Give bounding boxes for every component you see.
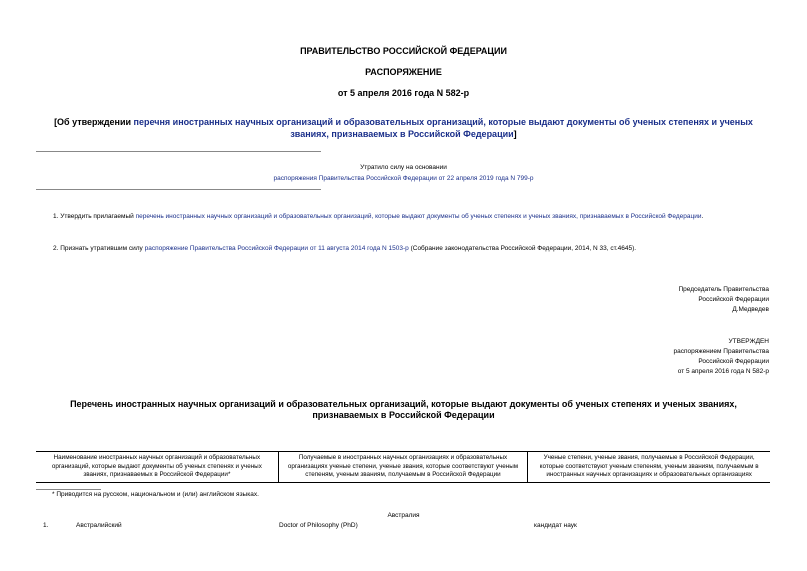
approval-line-4: от 5 апреля 2016 года N 582-р <box>677 368 769 375</box>
signature-line-1: Председатель Правительства <box>678 286 769 293</box>
row-organization: Австралийский <box>76 522 122 529</box>
approval-line-3: Российской Федерации <box>698 358 769 365</box>
signature-line-2: Российской Федерации <box>698 296 769 303</box>
divider-bottom <box>36 189 321 190</box>
approval-line-2: распоряжением Правительства <box>673 348 769 355</box>
government-name: ПРАВИТЕЛЬСТВО РОССИЙСКОЙ ФЕДЕРАЦИИ <box>300 46 507 56</box>
status-note-text: Утратило силу на основании <box>360 164 447 171</box>
paragraph-2-prefix: 2. Признать утратившим силу <box>53 245 145 252</box>
paragraph-1 <box>40 212 770 222</box>
paragraph-1-link[interactable]: перечень иностранных научных организаций и образовательных организаций, которые выдают документы об ученых степенях и ученых званиях, признаваемых в Российской Федерации <box>135 213 702 220</box>
paragraph-2-suffix: (Собрание законодательства Российской Федерации, 2014, N 33, ст.4645). <box>408 245 637 252</box>
table-header-foreign-degree: Получаемые в иностранных научных организациях и образовательных организациях ученые степени, ученые звания, которые соответствуют ученым степеням, ученым званиям, получаемым в Российской Федерации <box>278 452 528 483</box>
table-header-org: Наименование иностранных научных организаций и образовательных организаций, которые выдают документы об ученых степенях и ученых званиях, признаваемых в Российской Федерации* <box>36 452 278 483</box>
paragraph-2 <box>40 244 770 254</box>
subject-bracket-close: ] <box>513 129 517 139</box>
approval-line-1: УТВЕРЖДЕН <box>728 338 769 345</box>
row-ru-degree: кандидат наук <box>534 522 577 529</box>
subject-bracket-open: [Об утверждении <box>54 117 134 127</box>
status-note-link[interactable]: распоряжения Правительства Российской Федерации от 22 апреля 2019 года N 799-р <box>273 175 534 182</box>
list-table-header <box>36 451 770 483</box>
table-header-ru-degree: Ученые степени, ученые звания, получаемые в Российской Федерации, которые соответствуют ученым степеням, ученым званиям, получаемым в иностранных научных организациях и образовательных организациях <box>528 452 770 483</box>
document-date-number: от 5 апреля 2016 года N 582-р <box>337 88 470 98</box>
paragraph-1-suffix: . <box>701 213 704 220</box>
paragraph-2-link[interactable]: распоряжение Правительства Российской Федерации от 11 августа 2014 года N 1503-р <box>144 245 409 252</box>
signature-block <box>470 285 769 315</box>
document-type: РАСПОРЯЖЕНИЕ <box>365 67 442 77</box>
country-heading: Австралия <box>387 512 420 519</box>
document-subject <box>36 116 771 140</box>
subject-link[interactable]: перечня иностранных научных организаций и образовательных организаций, которые выдают документы об ученых степенях и ученых званиях, признаваемых в Российской Федерации <box>133 117 753 139</box>
approval-block <box>470 337 769 377</box>
signature-line-3: Д.Медведев <box>732 306 769 313</box>
list-title: Перечень иностранных научных организаций и образовательных организаций, которые выдают документы об ученых степенях и ученых званиях, признаваемых в Российской Федерации <box>70 399 737 420</box>
divider-top <box>36 151 321 152</box>
row-foreign-degree: Doctor of Philosophy (PhD) <box>279 522 358 529</box>
table-footnote: * Приводится на русском, национальном и (или) английском языках. <box>52 491 259 498</box>
row-number: 1. <box>43 522 49 529</box>
paragraph-1-prefix: 1. Утвердить прилагаемый <box>53 213 136 220</box>
